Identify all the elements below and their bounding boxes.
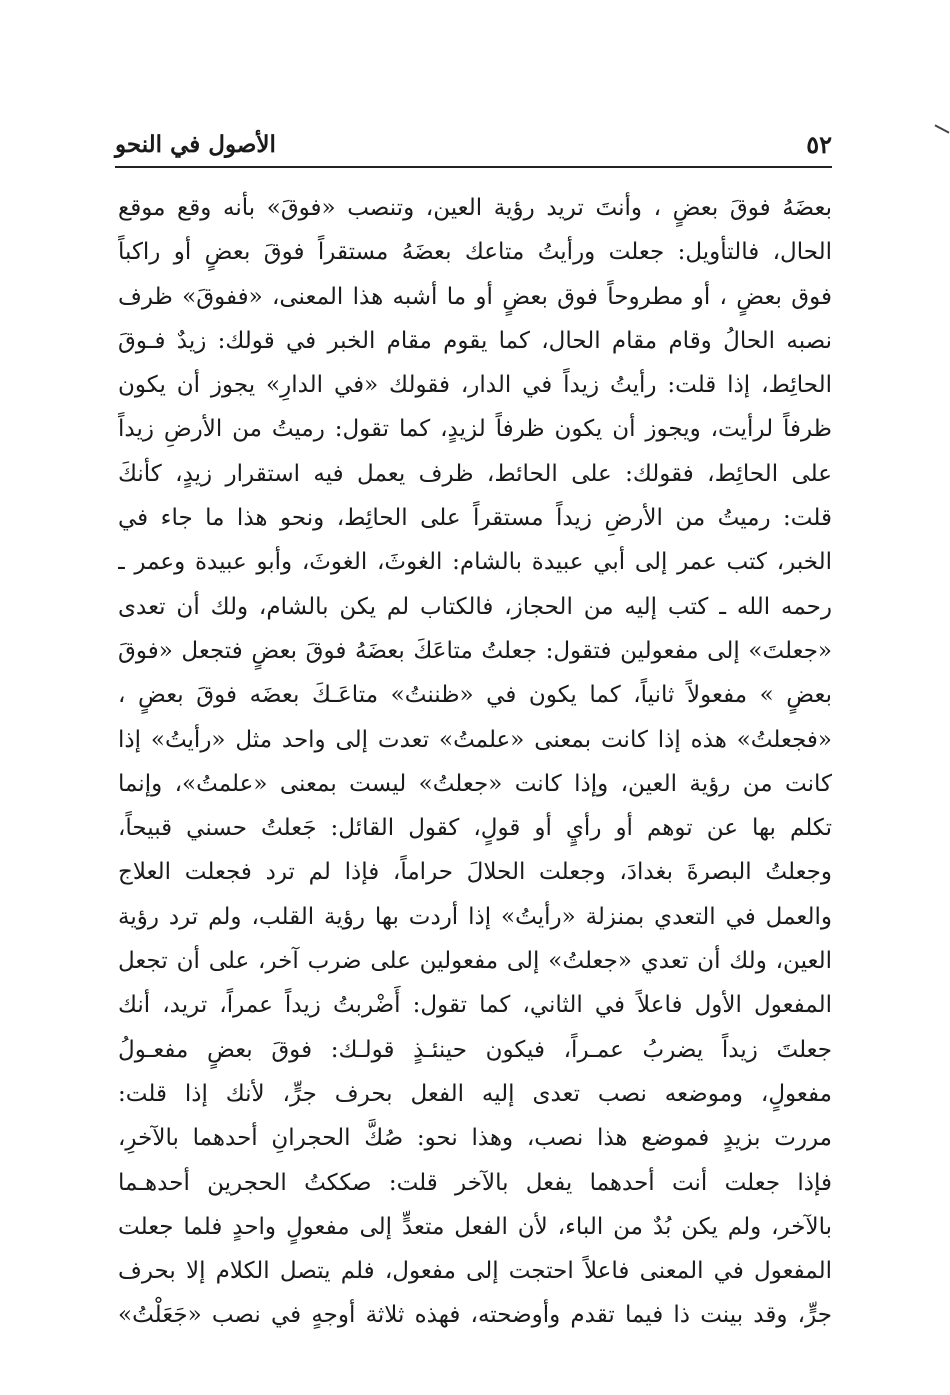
text-line: بالآخر، ولم يكن بُدٌ من الباء، لأن الفعل متعدٍّ إلى مفعولٍ واحدٍ فلما جعلت [118,1213,832,1240]
text-line: بعضَهُ فوقَ بعضٍ ، وأنتَ تريد رؤية العين، وتنصب «فوقَ» بأنه وقع موقع [118,195,832,221]
text-line: الحال، فالتأويل: جعلت ورأيتُ متاعك بعضَهُ مستقراً فوقَ بعضٍ أو راكباً [118,239,832,266]
text-line: وجعلتُ البصرةَ بغدادَ، وجعلت الحلالَ حراماً، فإذا لم ترد فجعلت العلاج [118,859,832,886]
text-line: كانت من رؤية العين، وإذا كانت «جعلتُ» ليست بمعنى «علمتُ»، وإنما [118,770,832,797]
text-line: الخبر، كتب عمر إلى أبي عبيدة بالشام: الغوثَ، الغوثَ، وأبو عبيدة وعمر ـ [118,549,832,576]
text-line: مفعولٍ، وموضعه نصب تعدى إليه الفعل بحرف جرٍّ، لأنك إذا قلت: [118,1080,832,1107]
text-line: بعضٍ » مفعولاً ثانياً، كما يكون في «ظننتُ» متاعَـكَ بعضَه فوقَ بعضٍ ، [118,682,832,709]
running-title: الأصول في النحو [115,131,276,158]
text-line: المفعول في المعنى فاعلاً احتجت إلى مفعول، فلم يتصل الكلام إلا بحرف [118,1258,832,1285]
text-line: «فجعلتُ» هذه إذا كانت بمعنى «علمتُ» تعدت إلى واحد مثل «رأيتُ» إذا [118,726,832,753]
text-line: الحائِط، إذا قلت: رأيتُ زيداً في الدار، فقولك «في الدارِ» يجوز أن يكون [118,372,832,399]
text-line: العين، ولك أن تعدي «جعلتُ» إلى مفعولين على ضرب آخر، على أن تجعل [118,948,832,975]
body-text [118,186,832,1338]
text-line: «جعلتَ» إلى مفعولين فتقول: جعلتُ متاعَكَ بعضَهُ فوقَ بعضٍ فتجعل «فوقَ [118,637,832,664]
text-line: جرٍّ، وقد بينت ذا فيما تقدم وأوضحته، فهذه ثلاثة أوجهٍ في نصب «جَعَلْتُ» [118,1302,832,1329]
page-number: ٥٢ [806,130,832,159]
text-line: فوق بعضٍ ، أو مطروحاً فوق بعضٍ أو ما أشبه هذا المعنى، «ففوقَ» ظرف [118,283,832,310]
text-line: قلت: رميتُ من الأرضِ زيداً مستقراً على الحائِط، ونحو هذا ما جاء في [118,505,832,532]
text-line: رحمه الله ـ كتب إليه من الحجاز، فالكتاب لم يكن بالشام، ولك أن تعدى [118,593,832,620]
text-line: نصبه الحالُ وقام مقام الحال، كما يقوم مقام الخبر في قولك: زيدٌ فـوقَ [118,327,832,354]
text-line: مررت بزيدٍ فموضع هذا نصب، وهذا نحو: صُكَّ الحجرانِ أحدهما بالآخرِ، [118,1125,832,1152]
page-header [115,126,832,166]
header-rule [115,166,832,168]
text-line: والعمل في التعدي بمنزلة «رأيتُ» إذا أردت بها رؤية القلب، ولم ترد رؤية [118,903,832,930]
text-line: المفعول الأول فاعلاً في الثاني، كما تقول: أَضْربتُ زيداً عمراً، تريد، أنك [118,992,832,1019]
text-line: على الحائِط، فقولك: على الحائط، ظرف يعمل فيه استقرار زيدٍ، كأنكَ [118,460,832,487]
text-line: ظرفاً لرأيت، ويجوز أن يكون ظرفاً لزيدٍ، كما تقول: رميتُ من الأرضِ زيداً [118,416,832,443]
text-line: فإذا جعلت أنت أحدهما يفعل بالآخر قلت: صككتُ الحجرين أحدهـما [118,1169,832,1196]
text-line: تكلم بها عن توهم أو رأيٍ أو قولٍ، كقول القائل: جَعلتُ حسني قبيحاً، [118,815,832,842]
text-line: جعلتَ زيداً يضربُ عمـراً، فيكون حينئـذٍ قولـك: فوقَ بعضٍ مفعـولُ [118,1036,832,1063]
scan-mark [934,124,949,133]
